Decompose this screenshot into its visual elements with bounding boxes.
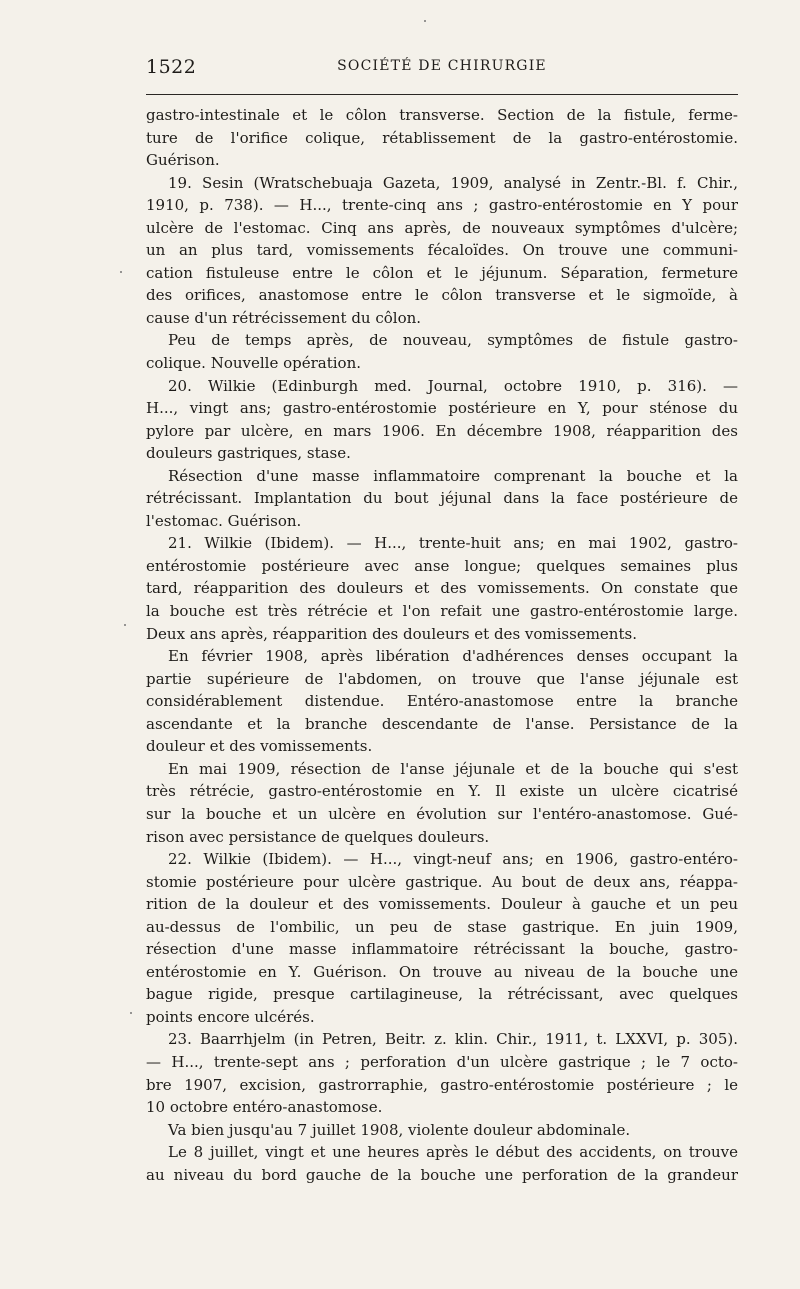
text-line: partie supérieure de l'abdomen, on trouve que l'anse jéjunale est [146,669,738,688]
text-line: rétrécissant. Implantation du bout jéjunal dans la face postérieure de [146,489,738,508]
print-speck [130,1012,132,1014]
text-line: 21. Wilkie (Ibidem). — H..., trente-huit ans; en mai 1902, gastro- [168,534,738,553]
text-line: cause d'un rétrécissement du côlon. [146,308,422,327]
text-line: — H..., trente-sept ans ; perforation d'un ulcère gastrique ; le 7 octo- [146,1052,738,1071]
text-line: au niveau du bord gauche de la bouche une perforation de la grandeur [146,1165,738,1184]
text-line: 1910, p. 738). — H..., trente-cinq ans ; gastro-entérostomie en Y pour [146,196,738,215]
running-title: SOCIÉTÉ DE CHIRURGIE [337,58,547,74]
text-line: un an plus tard, vomissements fécaloïdes. On trouve une communi- [146,241,738,260]
text-line: des orifices, anastomose entre le côlon transverse et le sigmoïde, à [146,286,738,305]
text-line: l'estomac. Guérison. [146,511,302,530]
print-speck [124,624,126,626]
text-line: rison avec persistance de quelques douleurs. [146,827,490,846]
header-rule [146,94,738,95]
text-line: cation fistuleuse entre le côlon et le jéjunum. Séparation, fermeture [146,263,738,282]
text-line: ture de l'orifice colique, rétablissement de la gastro-entérostomie. [146,128,738,147]
text-line: 19. Sesin (Wratschebuaja Gazeta, 1909, analysé in Zentr.-Bl. f. Chir., [168,173,738,192]
text-line: gastro-intestinale et le côlon transverse. Section de la fistule, ferme- [146,106,738,124]
text-line: tard, réapparition des douleurs et des vomissements. On constate que [146,579,738,598]
text-line: colique. Nouvelle opération. [146,354,362,373]
text-line: stomie postérieure pour ulcère gastrique. Au bout de deux ans, réappa- [146,872,738,891]
text-line: En mai 1909, résection de l'anse jéjunale et de la bouche qui s'est [168,759,738,778]
text-line: pylore par ulcère, en mars 1906. En décembre 1908, réapparition des [146,421,738,440]
print-speck [120,271,122,273]
text-line: 20. Wilkie (Edinburgh med. Journal, octobre 1910, p. 316). — [168,376,738,395]
text-line: Peu de temps après, de nouveau, symptômes de fistule gastro- [168,331,738,350]
page-header [146,54,738,84]
text-line: Guérison. [146,151,220,170]
text-line: ulcère de l'estomac. Cinq ans après, de nouveaux symptômes d'ulcère; [146,218,738,237]
text-line: 22. Wilkie (Ibidem). — H..., vingt-neuf ans; en 1906, gastro-entéro- [168,850,738,869]
text-line: Va bien jusqu'au 7 juillet 1908, violente douleur abdominale. [168,1120,631,1139]
text-line: ascendante et la branche descendante de l'anse. Persistance de la [146,714,738,733]
body-text [146,104,738,1186]
text-line: Deux ans après, réapparition des douleurs et des vomissements. [146,624,637,643]
text-line: points encore ulcérés. [146,1007,315,1026]
print-speck [424,20,426,22]
text-line: sur la bouche et un ulcère en évolution sur l'entéro-anastomose. Gué- [146,804,738,823]
text-line: 10 octobre entéro-anastomose. [146,1098,383,1117]
text-line: douleurs gastriques, stase. [146,444,351,463]
text-line: bre 1907, excision, gastrorraphie, gastro-entérostomie postérieure ; le [146,1075,738,1094]
text-line: la bouche est très rétrécie et l'on refait une gastro-entérostomie large. [146,602,738,621]
text-line: douleur et des vomissements. [146,737,373,756]
text-line: H..., vingt ans; gastro-entérostomie postérieure en Y, pour sténose du [146,399,738,418]
text-line: En février 1908, après libération d'adhérences denses occupant la [168,647,738,666]
text-line: rition de la douleur et des vomissements. Douleur à gauche et un peu [146,895,738,914]
text-line: au-dessus de l'ombilic, un peu de stase gastrique. En juin 1909, [146,917,738,936]
text-line: entérostomie postérieure avec anse longue; quelques semaines plus [146,556,738,575]
text-line: très rétrécie, gastro-entérostomie en Y. Il existe un ulcère cicatrisé [146,782,738,801]
text-line: résection d'une masse inflammatoire rétrécissant la bouche, gastro- [146,940,738,959]
text-line: considérablement distendue. Entéro-anastomose entre la branche [146,692,738,711]
text-line: Le 8 juillet, vingt et une heures après le début des accidents, on trouve [168,1143,738,1162]
text-line: entérostomie en Y. Guérison. On trouve au niveau de la bouche une [146,962,738,981]
text-line: 23. Baarrhjelm (in Petren, Beitr. z. klin. Chir., 1911, t. LXXVI, p. 305). [168,1030,738,1049]
text-line: bague rigide, presque cartilagineuse, la rétrécissant, avec quelques [146,985,738,1004]
text-line: Résection d'une masse inflammatoire comprenant la bouche et la [168,466,738,485]
page-number: 1522 [146,56,197,78]
